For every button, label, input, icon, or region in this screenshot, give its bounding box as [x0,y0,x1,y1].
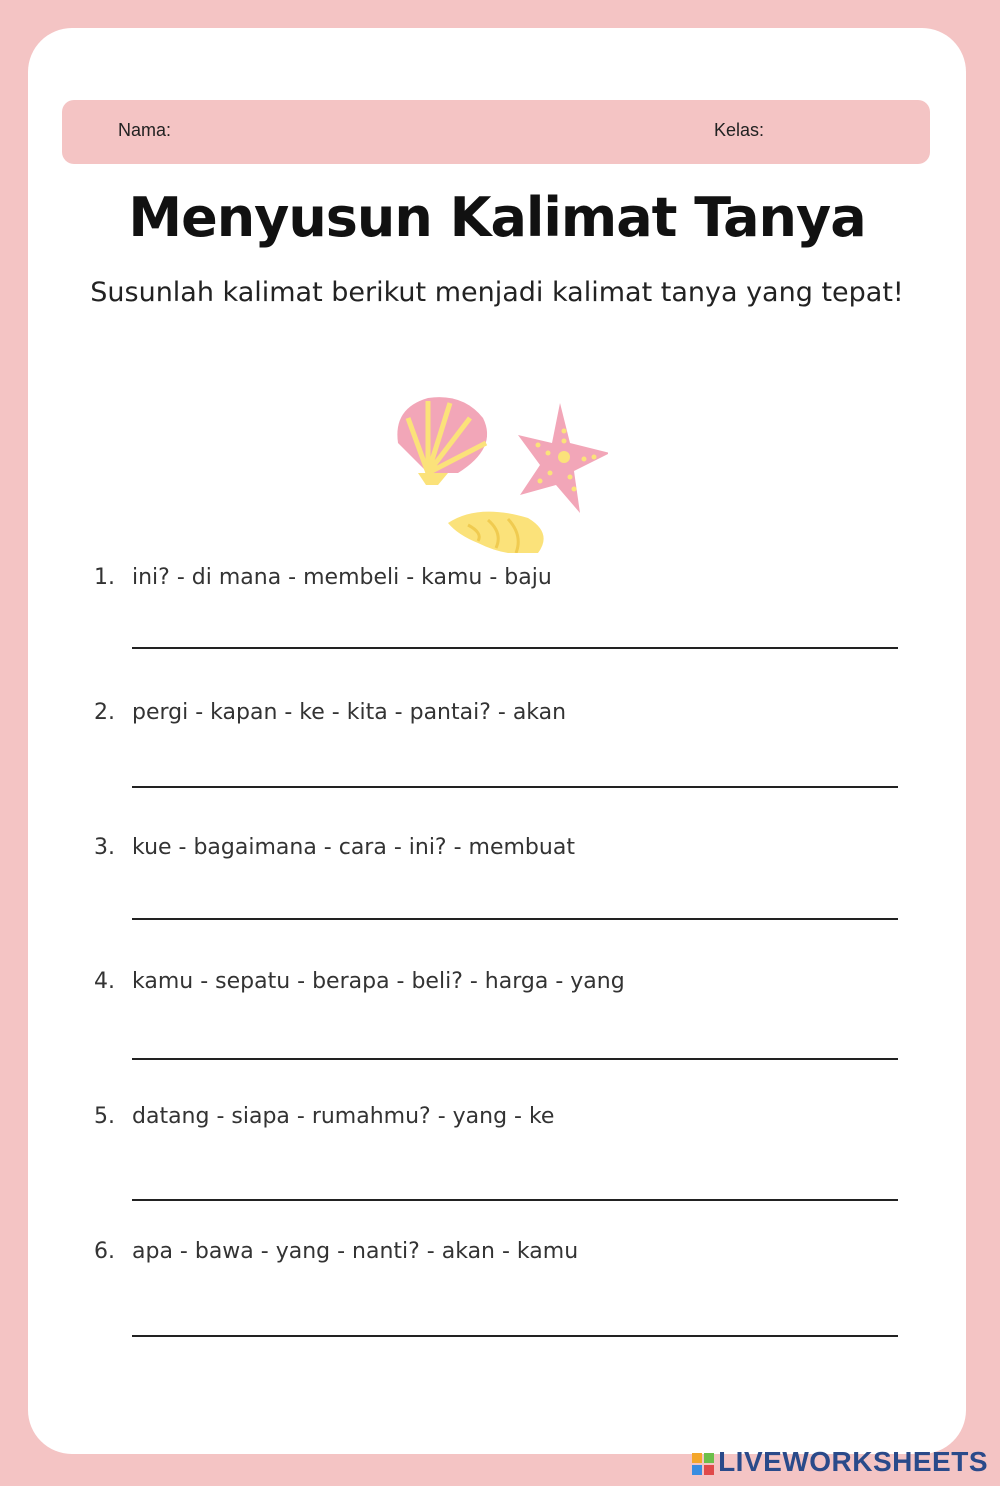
question-text: datang - siapa - rumahmu? - yang - ke [132,1104,555,1129]
instruction-text: Susunlah kalimat berikut menjadi kalimat tanya yang tepat! [90,277,904,308]
class-label: Kelas: [714,120,765,140]
question-2: 2. pergi - kapan - ke - kita - pantai? - akan [94,700,567,725]
starfish-icon [518,403,608,513]
question-6: 6. apa - bawa - yang - nanti? - akan - kamu [94,1239,579,1264]
answer-line-5[interactable] [132,1199,898,1201]
question-text: ini? - di mana - membeli - kamu - baju [132,565,552,590]
liveworksheets-logo [692,1446,988,1478]
conch-shell-icon [448,512,544,553]
student-info-bar [62,100,930,164]
question-text: kue - bagaimana - cara - ini? - membuat [132,835,575,860]
answer-line-6[interactable] [132,1335,898,1337]
answer-line-4[interactable] [132,1058,898,1060]
answer-line-1[interactable] [132,647,898,649]
question-3: 3. kue - bagaimana - cara - ini? - membuat [94,835,575,860]
question-4: 4. kamu - sepatu - berapa - beli? - harga - yang [94,969,625,994]
answer-line-2[interactable] [132,786,898,788]
name-label: Nama: [118,120,172,140]
page-title: Menyusun Kalimat Tanya [128,186,866,249]
question-1: 1. ini? - di mana - membeli - kamu - baju [94,565,552,590]
sea-decoration [388,373,608,553]
liveworksheets-icon [692,1453,714,1475]
seashell-icon [397,397,487,485]
question-text: apa - bawa - yang - nanti? - akan - kamu [132,1239,579,1264]
brand-text: LIVEWORKSHEETS [718,1446,988,1477]
answer-line-3[interactable] [132,918,898,920]
question-5: 5. datang - siapa - rumahmu? - yang - ke [94,1104,555,1129]
question-text: kamu - sepatu - berapa - beli? - harga - yang [132,969,625,994]
worksheet-page [28,28,966,1454]
question-text: pergi - kapan - ke - kita - pantai? - akan [132,700,567,725]
